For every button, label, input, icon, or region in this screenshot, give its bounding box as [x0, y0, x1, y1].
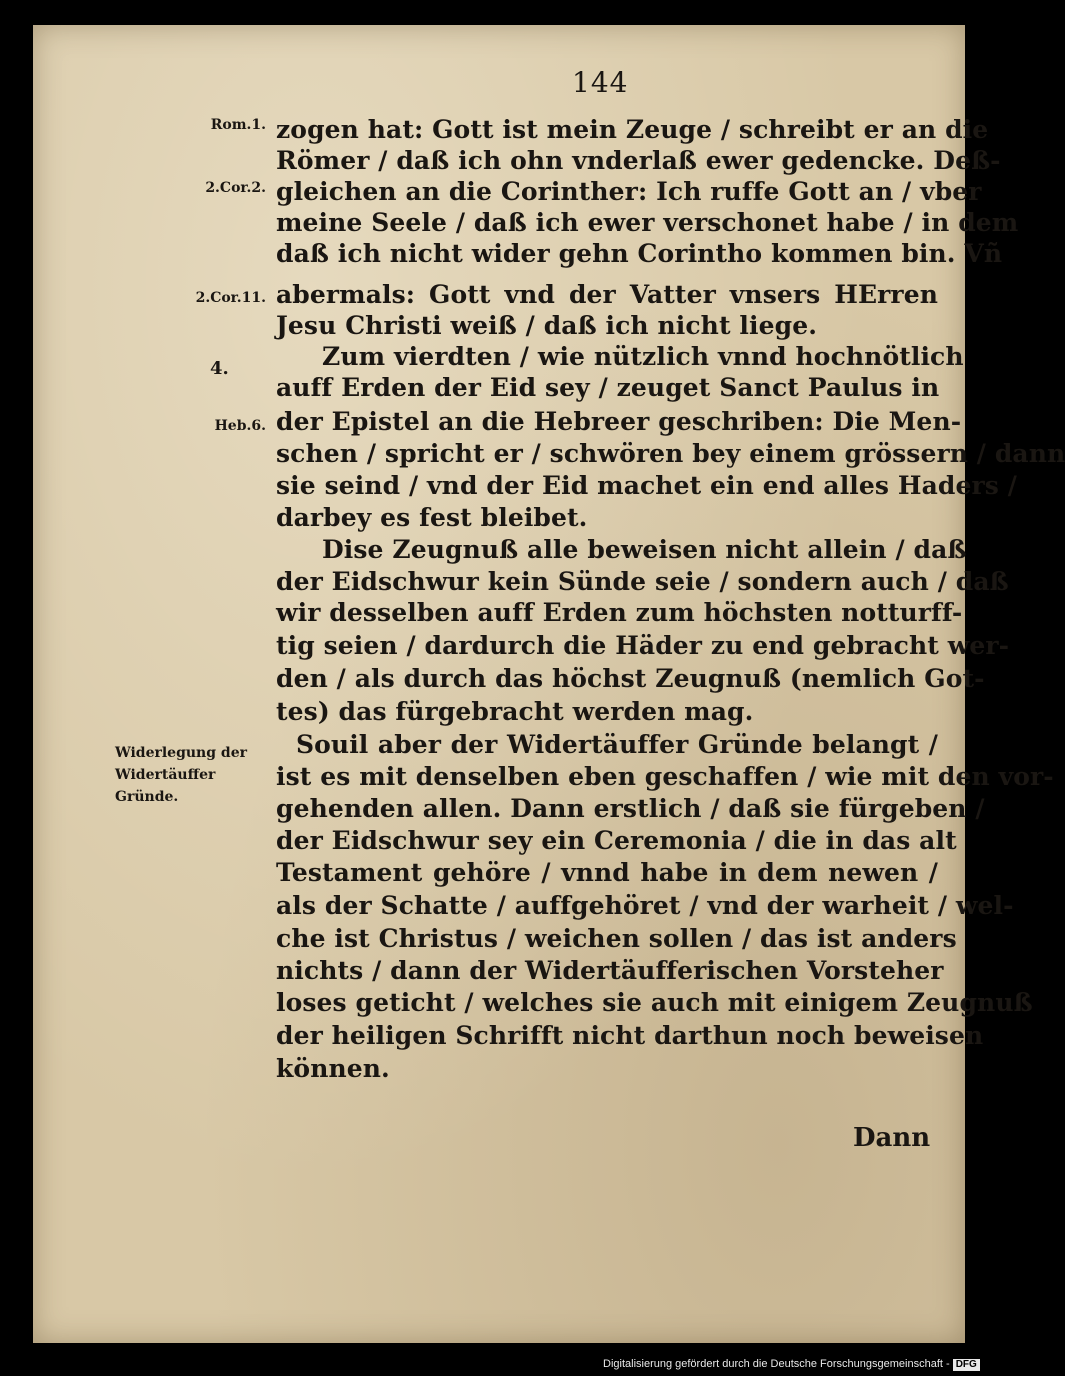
text-line: der Epistel an die Hebreer geschriben: Die Men-	[276, 407, 962, 436]
footer-credit	[603, 1358, 980, 1371]
margin-note-4: 4.	[210, 358, 229, 379]
footer-text: Digitalisierung gefördert durch die Deutsche Forschungsgemeinschaft -	[603, 1358, 950, 1370]
text-line: sie seind / vnd der Eid machet ein end alles Haders /	[276, 471, 1017, 500]
text-line: che ist Christus / weichen sollen / das ist anders	[276, 924, 957, 953]
text-line: gehenden allen. Dann erstlich / daß sie fürgeben /	[276, 794, 985, 823]
text-line: Souil aber der Widertäuffer Gründe belangt /	[296, 730, 938, 759]
text-line: schen / spricht er / schwören bey einem grössern / dann	[276, 439, 1065, 468]
margin-note-widerlegung: Widerlegung der Widertäuffer Gründe.	[115, 745, 247, 805]
text-line: den / als durch das höchst Zeugnuß (nemlich Got-	[276, 664, 985, 693]
text-line: Dise Zeugnuß alle beweisen nicht allein / daß	[322, 535, 967, 564]
text-line: Testament gehöre / vnnd habe in dem newen /	[276, 858, 938, 887]
text-line: darbey es fest bleibet.	[276, 503, 588, 532]
margin-note-heb: Heb.6.	[214, 418, 266, 434]
catchword: Dann	[853, 1123, 931, 1153]
text-line: der heiligen Schrifft nicht darthun noch beweisen	[276, 1021, 984, 1050]
text-line: loses geticht / welches sie auch mit einigem Zeugnuß	[276, 988, 1033, 1017]
text-line: der Eidschwur sey ein Ceremonia / die in das alt	[276, 826, 957, 855]
text-line: tes) das fürgebracht werden mag.	[276, 697, 754, 726]
text-line: können.	[276, 1054, 390, 1083]
text-line: daß ich nicht wider gehn Corintho kommen bin. Vñ	[276, 239, 1003, 268]
text-line: als der Schatte / auffgehöret / vnd der warheit / wel-	[276, 891, 1014, 920]
text-line: Zum vierdten / wie nützlich vnnd hochnötlich	[322, 342, 964, 371]
text-line: tig seien / dardurch die Häder zu end gebracht wer-	[276, 631, 1010, 660]
margin-note-2cor2: 2.Cor.2.	[205, 180, 266, 196]
text-line: abermals: Gott vnd der Vatter vnsers HErren	[276, 280, 938, 309]
text-line: Römer / daß ich ohn vnderlaß ewer gedencke. Deß-	[276, 146, 1001, 175]
text-line: gleichen an die Corinther: Ich ruffe Gott an / vber	[276, 177, 982, 206]
text-line: der Eidschwur kein Sünde seie / sondern auch / daß	[276, 567, 1009, 596]
page-number: 144	[572, 66, 629, 99]
text-line: ist es mit denselben eben geschaffen / wie mit den vor-	[276, 762, 1054, 791]
text-line: auff Erden der Eid sey / zeuget Sanct Paulus in	[276, 373, 940, 402]
text-line: meine Seele / daß ich ewer verschonet habe / in dem	[276, 208, 1019, 237]
margin-note-2cor11: 2.Cor.11.	[195, 290, 266, 306]
text-line: Jesu Christi weiß / daß ich nicht liege.	[276, 311, 817, 340]
text-line: zogen hat: Gott ist mein Zeuge / schreibt er an die	[276, 115, 989, 144]
dfg-logo: DFG	[953, 1359, 980, 1371]
margin-note-rom: Rom.1.	[210, 117, 266, 133]
text-line: nichts / dann der Widertäufferischen Vorsteher	[276, 956, 944, 985]
text-line: wir desselben auff Erden zum höchsten notturff-	[276, 598, 963, 627]
